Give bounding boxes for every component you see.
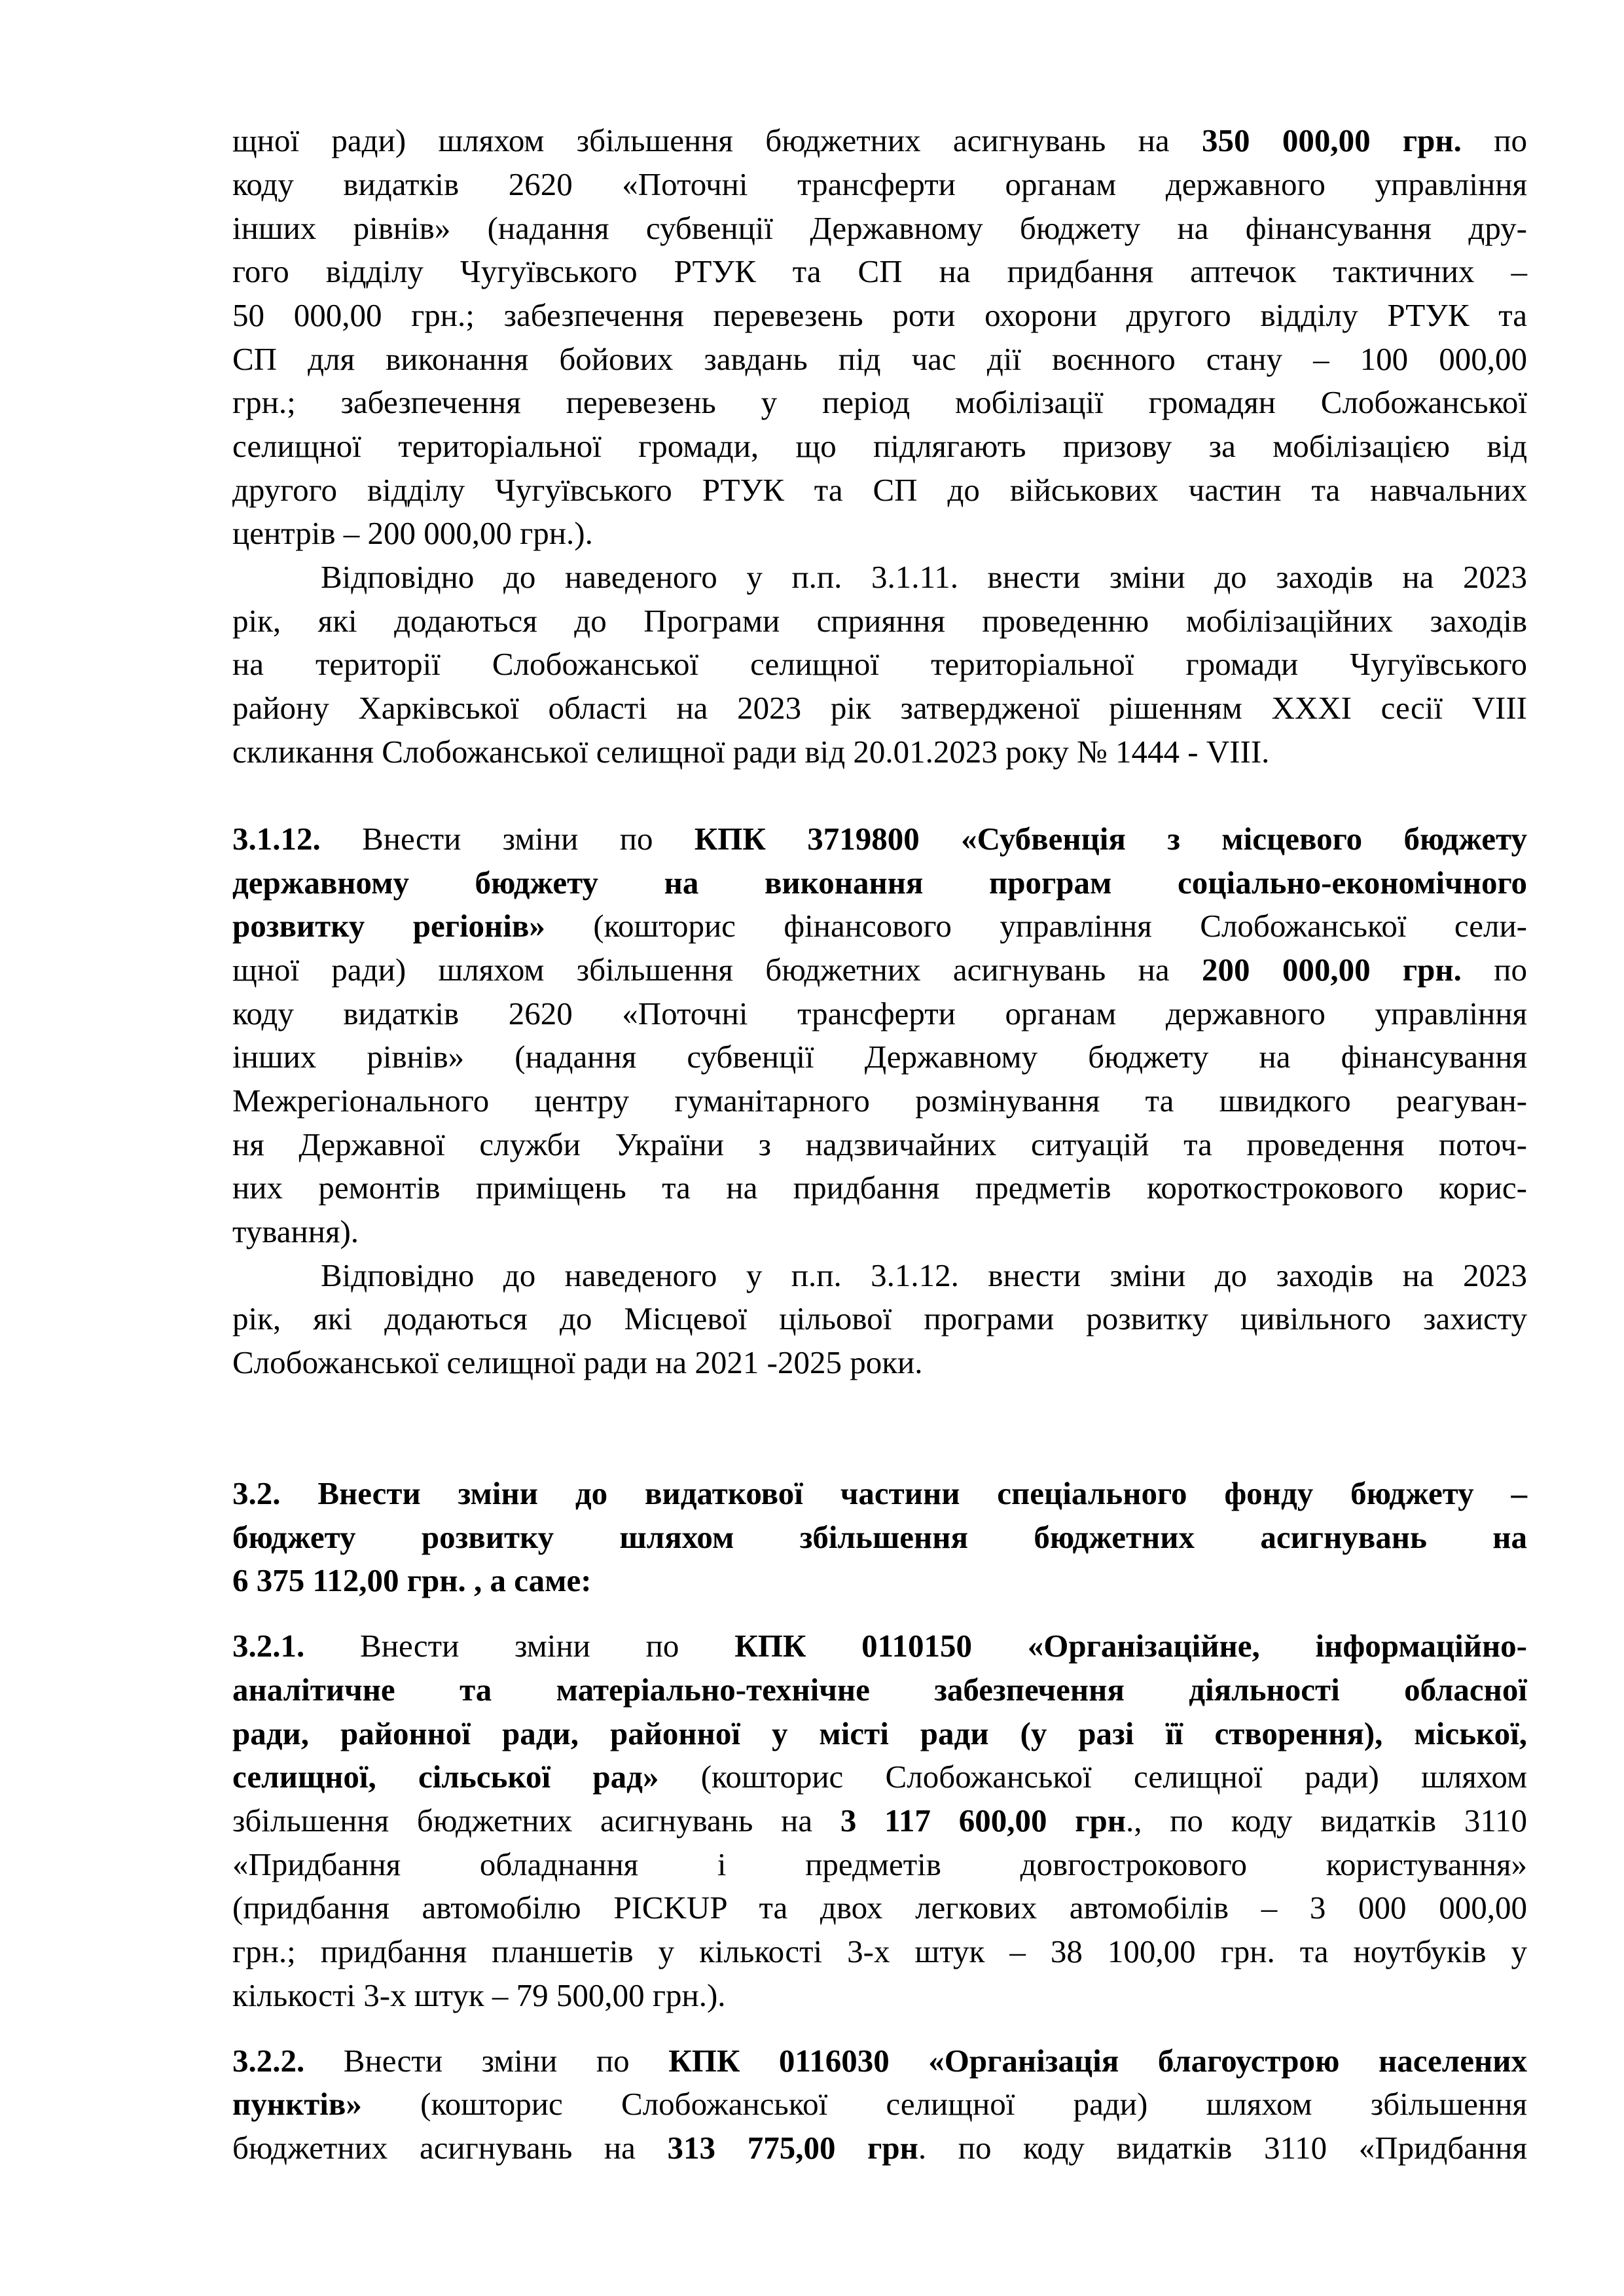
- text-line: [232, 730, 1527, 774]
- text-run: кількості 3-х штук – 79 500,00 грн.).: [232, 1977, 726, 2013]
- text-run: гого відділу Чугуївського РТУК та СП на придбання аптечок тактичних –: [232, 253, 1527, 289]
- text-run: рік, які додаються до Програми сприяння проведенню мобілізаційних заходів: [232, 603, 1527, 639]
- text-line: [232, 992, 1527, 1035]
- bold-text-run: 3 117 600,00 грн: [840, 1803, 1126, 1839]
- text-line: [232, 1471, 1527, 1515]
- bold-text-run: пунктів»: [232, 2086, 362, 2122]
- text-run: . по коду видатків 3110 «Придбання: [918, 2130, 1527, 2166]
- text-line: [232, 1122, 1527, 1166]
- text-run: грн.; придбання планшетів у кількості 3-х штук – 38 100,00 грн. та ноутбуків у: [232, 1933, 1527, 1969]
- bold-text-run: 350 000,00 грн.: [1201, 122, 1462, 158]
- text-run: скликання Слобожанської селищної ради від 20.01.2023 року № 1444 - VIII.: [232, 734, 1270, 770]
- bold-text-run: 3.2.2.: [232, 2043, 305, 2079]
- text-line: [232, 642, 1527, 686]
- text-run: коду видатків 2620 «Поточні трансферти органам державного управління: [232, 996, 1527, 1031]
- text-run: другого відділу Чугуївського РТУК та СП до військових частин та навчальних: [232, 472, 1527, 508]
- bold-text-run: 3.2.1.: [232, 1628, 305, 1664]
- text-line: [232, 686, 1527, 730]
- text-run: на території Слобожанської селищної територіальної громади Чугуївського: [232, 646, 1527, 682]
- bold-text-run: розвитку регіонів»: [232, 908, 545, 944]
- text-line: [232, 1973, 1527, 2017]
- text-line: [232, 1799, 1527, 1842]
- bold-text-run: КПК 0110150 «Організаційне, інформаційно-: [734, 1628, 1527, 1664]
- text-line: [232, 1210, 1527, 1253]
- bold-text-run: КПК 0116030 «Організація благоустрою населених: [668, 2043, 1527, 2079]
- text-line: [232, 1712, 1527, 1755]
- text-line: [232, 2039, 1527, 2083]
- text-run: ня Державної служби України з надзвичайних ситуацій та проведення поточ-: [232, 1126, 1527, 1162]
- text-run: рік, які додаються до Місцевої цільової програми розвитку цивільного захисту: [232, 1300, 1527, 1336]
- text-line: [232, 1297, 1527, 1340]
- text-line: [232, 2126, 1527, 2170]
- text-line: [232, 1166, 1527, 1210]
- bold-text-run: 313 775,00 грн: [667, 2130, 918, 2166]
- text-run: (придбання автомобілю PICKUP та двох легкових автомобілів – 3 000 000,00: [232, 1890, 1527, 1926]
- text-line: [232, 206, 1527, 250]
- text-line: [232, 1842, 1527, 1886]
- text-run: Слобожанської селищної ради на 2021 -2025 роки.: [232, 1344, 923, 1380]
- text-line: [321, 1253, 1527, 1297]
- text-run: інших рівнів» (надання субвенції Державному бюджету на фінансування: [232, 1039, 1527, 1075]
- text-line: [232, 424, 1527, 468]
- text-run: СП для виконання бойових завдань під час дії воєнного стану – 100 000,00: [232, 341, 1527, 377]
- text-line: [232, 861, 1527, 905]
- text-line: [232, 904, 1527, 948]
- text-line: [232, 1035, 1527, 1079]
- text-run: (кошторис фінансового управління Слобожанської сели-: [545, 908, 1528, 944]
- text-line: [232, 468, 1527, 512]
- text-run: (кошторис Слобожанської селищної ради) шляхом: [659, 1759, 1527, 1795]
- text-line: [232, 1886, 1527, 1929]
- text-run: по: [1461, 952, 1527, 988]
- text-run: 50 000,00 грн.; забезпечення перевезень роти охорони другого відділу РТУК та: [232, 297, 1527, 333]
- text-line: [232, 1668, 1527, 1712]
- text-run: Внести зміни по: [304, 1628, 735, 1664]
- text-run: бюджетних асигнувань на: [232, 2130, 668, 2166]
- text-run: збільшення бюджетних асигнувань на: [232, 1803, 840, 1839]
- text-run: (кошторис Слобожанської селищної ради) шляхом збільшення: [361, 2086, 1527, 2122]
- text-run: Відповідно до наведеного у п.п. 3.1.11. внести зміни до заходів на 2023: [321, 559, 1527, 595]
- text-line: [232, 599, 1527, 643]
- text-run: них ремонтів приміщень та на придбання предметів короткострокового корис-: [232, 1170, 1527, 1206]
- bold-text-run: ради, районної ради, районної у місті ради (у разі її створення), міської,: [232, 1715, 1527, 1751]
- text-run: грн.; забезпечення перевезень у період мобілізації громадян Слобожанської: [232, 384, 1527, 420]
- text-line: [232, 118, 1527, 162]
- bold-text-run: 3.2. Внести зміни до видаткової частини спеціального фонду бюджету –: [232, 1475, 1527, 1511]
- bold-text-run: селищної, сільської рад»: [232, 1759, 659, 1795]
- text-line: [232, 1624, 1527, 1668]
- text-line: [232, 1929, 1527, 1973]
- text-run: Внести зміни по: [320, 821, 695, 857]
- text-line: [232, 1340, 1527, 1384]
- text-run: Відповідно до наведеного у п.п. 3.1.12. внести зміни до заходів на 2023: [321, 1257, 1527, 1293]
- text-line: [232, 948, 1527, 992]
- text-run: по: [1461, 122, 1527, 158]
- text-run: інших рівнів» (надання субвенції Державному бюджету на фінансування дру-: [232, 210, 1527, 246]
- text-line: [232, 1755, 1527, 1799]
- bold-text-run: КПК 3719800 «Субвенція з місцевого бюджету: [694, 821, 1527, 857]
- text-line: [321, 555, 1527, 599]
- text-run: ., по коду видатків 3110: [1125, 1803, 1528, 1839]
- text-line: [232, 293, 1527, 337]
- text-run: Внести зміни по: [304, 2043, 669, 2079]
- text-line: [232, 1558, 1527, 1602]
- text-run: щної ради) шляхом збільшення бюджетних асигнувань на: [232, 122, 1202, 158]
- text-line: [232, 1079, 1527, 1122]
- bold-text-run: 200 000,00 грн.: [1201, 952, 1462, 988]
- text-run: району Харківської області на 2023 рік затвердженої рішенням XXXI сесії VIII: [232, 690, 1527, 726]
- text-line: [232, 511, 1527, 555]
- bold-text-run: державному бюджету на виконання програм соціально-економічного: [232, 865, 1527, 901]
- text-line: [232, 162, 1527, 206]
- bold-text-run: аналітичне та матеріально-технічне забезпечення діяльності обласної: [232, 1672, 1527, 1708]
- text-line: [232, 249, 1527, 293]
- text-run: коду видатків 2620 «Поточні трансферти органам державного управління: [232, 166, 1527, 202]
- text-line: [232, 337, 1527, 381]
- text-run: «Придбання обладнання і предметів довгострокового користування»: [232, 1846, 1527, 1882]
- bold-text-run: бюджету розвитку шляхом збільшення бюджетних асигнувань на: [232, 1519, 1527, 1555]
- text-run: щної ради) шляхом збільшення бюджетних асигнувань на: [232, 952, 1202, 988]
- text-run: селищної територіальної громади, що підлягають призову за мобілізацією від: [232, 428, 1527, 464]
- text-run: Межрегіонального центру гуманітарного розмінування та швидкого реагуван-: [232, 1083, 1527, 1119]
- text-line: [232, 1515, 1527, 1559]
- text-line: [232, 817, 1527, 861]
- text-run: центрів – 200 000,00 грн.).: [232, 515, 593, 551]
- text-run: тування).: [232, 1213, 359, 1249]
- text-line: [232, 380, 1527, 424]
- bold-text-run: 3.1.12.: [232, 821, 321, 857]
- text-line: [232, 2082, 1527, 2126]
- bold-text-run: 6 375 112,00 грн. , а саме:: [232, 1562, 592, 1598]
